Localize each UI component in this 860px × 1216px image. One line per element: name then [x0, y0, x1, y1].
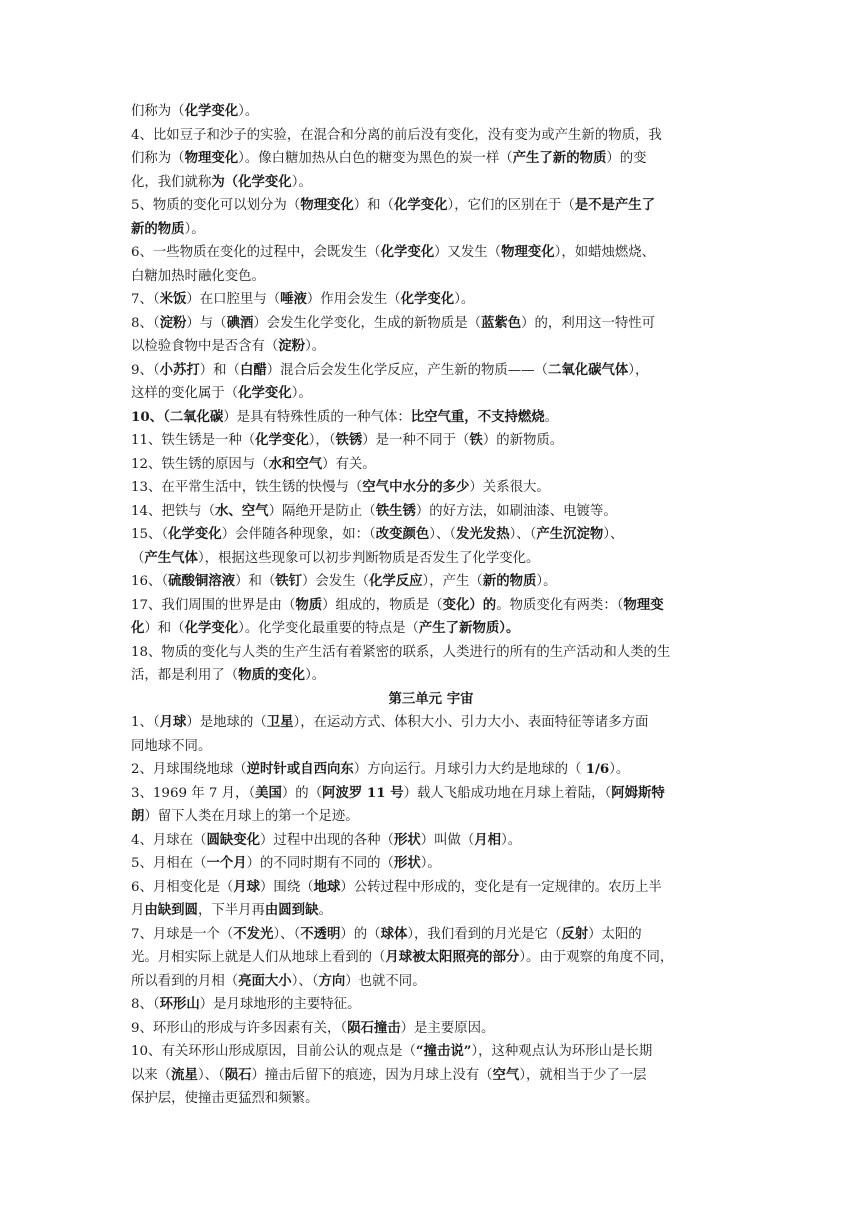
- bold-answer: 水和空气: [268, 455, 323, 472]
- text-segment: ），如蜡烛燃烧、: [554, 245, 656, 260]
- text-line: [131, 429, 731, 453]
- bold-answer: 朗: [131, 808, 145, 824]
- bold-answer: 形状: [393, 855, 421, 871]
- bold-answer: 产生了新的物质: [512, 150, 607, 166]
- bold-answer: 由圆到缺: [264, 902, 319, 918]
- text-segment: ）在口腔里与（: [186, 292, 281, 307]
- bold-answer: 化学变化: [380, 244, 435, 260]
- text-line: [131, 194, 731, 218]
- text-segment: ）作用会发生（: [306, 292, 401, 307]
- text-segment: ）过程中出现的各种（: [260, 832, 394, 848]
- text-segment: ）。像白糖加热从白色的糖变为黑色的炭一样（: [238, 151, 513, 166]
- text-segment: 。: [544, 409, 559, 425]
- text-line: [131, 946, 731, 970]
- text-line: [131, 265, 731, 289]
- text-segment: ）会发生化学变化，生成的新物质是（: [253, 315, 481, 331]
- text-line: [131, 1040, 731, 1064]
- bold-answer: 物理变化: [501, 244, 555, 260]
- text-line: [131, 1064, 731, 1088]
- text-segment: 7、（: [131, 292, 160, 307]
- text-segment: ），它们的区别在于（: [447, 198, 575, 213]
- text-segment: ）和（: [235, 574, 276, 589]
- text-segment: ）的，利用这一特性可: [521, 315, 656, 331]
- bold-answer: 淀粉: [159, 314, 187, 331]
- text-segment: ）是地球的（: [186, 715, 267, 730]
- text-segment: ）。由于观察的角度不同，: [519, 950, 674, 965]
- text-segment: ）的好方法，如刷油漆、电镀等。: [415, 503, 617, 519]
- text-segment: ）、（: [429, 527, 457, 542]
- text-segment: 11、铁生锈是一种（: [131, 433, 256, 448]
- bold-answer: 新的物质: [482, 573, 537, 589]
- bold-answer: 发光发热: [456, 526, 510, 542]
- text-segment: ）。: [501, 832, 522, 848]
- text-line: [131, 547, 731, 571]
- text-segment: 光。月相实际上就是人们从地球上看到的（: [131, 950, 386, 965]
- text-segment: ）围绕（: [260, 879, 314, 895]
- bold-answer: 化: [131, 620, 145, 636]
- text-segment: ）、（: [509, 527, 537, 542]
- bold-answer: 一个月: [206, 855, 247, 871]
- text-line: [131, 500, 731, 524]
- bold-answer: 陨石撞击: [347, 1019, 401, 1036]
- bold-answer: 新的物质: [131, 220, 185, 237]
- bold-answer: 水、空气: [215, 502, 269, 519]
- bold-answer: 由缺到圆: [144, 902, 198, 918]
- bold-answer: “撞击说”: [415, 1043, 472, 1059]
- bold-answer: 比空气重，不支持燃烧: [410, 408, 545, 425]
- text-segment: 5、物质的变化可以划分为（: [131, 198, 301, 213]
- text-segment: 。: [318, 903, 332, 918]
- text-segment: ）隔绝开是防止（: [268, 503, 376, 519]
- bold-answer: 白醋: [239, 361, 267, 378]
- text-segment: 4、比如豆子和沙子的实验，在混合和分离的前后没有变化，没有变为或产生新的物质，我: [131, 127, 662, 143]
- text-line: [131, 782, 731, 806]
- bold-answer: 是不是产生了: [574, 197, 656, 213]
- text-segment: 18、物质的变化与人类的生产生活有着紧密的联系，人类进行的所有的生产活动和人类的生: [131, 644, 671, 660]
- text-line: [131, 171, 731, 195]
- text-line: [131, 100, 731, 124]
- text-line: [131, 758, 731, 782]
- text-segment: 们称为（: [131, 151, 185, 166]
- text-segment: 4、月球在（: [131, 832, 207, 848]
- bold-answer: 产生气体: [144, 549, 198, 566]
- text-segment: ）与（: [186, 315, 227, 331]
- text-line: [131, 476, 731, 500]
- text-segment: ）太阳的: [588, 926, 642, 942]
- text-segment: 17、我们周围的世界是由（: [131, 597, 296, 613]
- text-segment: ）是主要原因。: [400, 1020, 495, 1036]
- text-line: [131, 218, 731, 242]
- text-segment: ）的（: [340, 926, 381, 942]
- text-segment: 9、环形山的形成与许多因素有关，（: [131, 1020, 348, 1036]
- bold-answer: 月球被太阳照亮的部分: [385, 949, 520, 965]
- text-line: [131, 335, 731, 359]
- text-segment: ）又发生（: [434, 245, 502, 260]
- bold-answer: 阿波罗 11 号: [322, 784, 404, 801]
- bold-answer: 逆时针或自西向东: [246, 761, 354, 777]
- bold-answer: 铁: [469, 432, 483, 448]
- text-segment: 所以看到的月相（: [131, 973, 239, 989]
- text-line: [131, 617, 731, 641]
- bold-answer: 碘酒: [226, 314, 254, 331]
- text-segment: 16、（: [131, 574, 169, 589]
- text-segment: ）、: [603, 527, 624, 542]
- text-segment: ），就相当于少了一层: [519, 1067, 647, 1083]
- text-segment: 们称为（: [131, 104, 185, 119]
- bold-answer: 铁钉: [275, 573, 303, 589]
- text-line: [131, 923, 731, 947]
- text-segment: ）和（: [199, 362, 240, 378]
- bold-answer: 环形山: [159, 996, 200, 1012]
- bold-answer: 物理变: [623, 596, 664, 613]
- bold-answer: 淀粉: [278, 338, 306, 354]
- text-segment: ）。: [609, 762, 630, 777]
- text-segment: ）。化学变化最重要的特点是（: [238, 621, 419, 636]
- text-segment: 月: [131, 903, 145, 918]
- bold-answer: 产生沉淀物: [536, 526, 604, 542]
- text-segment: ）。: [184, 221, 205, 237]
- text-line: [131, 241, 731, 265]
- bold-answer: 二氧化碳气体: [547, 361, 629, 378]
- bold-answer: 地球: [313, 878, 341, 895]
- bold-answer: 形状: [393, 831, 421, 848]
- bold-answer: 为（化学变化: [211, 173, 292, 190]
- bold-answer: 反射: [561, 925, 589, 942]
- text-segment: 5、月相在（: [131, 856, 207, 871]
- bold-answer: 铁生锈: [375, 502, 416, 519]
- text-line: [131, 735, 731, 759]
- text-line: [131, 876, 731, 900]
- text-segment: 9、（: [131, 362, 160, 378]
- text-segment: ）叫做（: [420, 832, 475, 848]
- text-segment: 以来（: [131, 1067, 172, 1083]
- text-line: [131, 359, 731, 383]
- text-segment: 15、（: [131, 527, 169, 542]
- text-line: [131, 970, 731, 994]
- bold-answer: 物质的变化: [238, 667, 306, 683]
- text-segment: ，下半月再: [197, 903, 265, 918]
- text-segment: 白糖加热时融化变色。: [131, 268, 265, 284]
- text-segment: ）。: [291, 174, 312, 190]
- bold-answer: 陨石: [224, 1066, 252, 1083]
- bold-answer: 空气: [492, 1066, 520, 1083]
- text-segment: 这样的变化属于（: [131, 386, 239, 401]
- text-segment: ）公转过程中形成的，变化是有一定规律的。农历上半: [340, 879, 662, 895]
- text-segment: ）。: [536, 574, 557, 589]
- bold-answer: 蓝紫色: [480, 314, 522, 331]
- text-segment: ）是一种不同于（: [362, 433, 470, 448]
- bold-answer: 月球: [233, 878, 261, 895]
- text-line: [131, 829, 731, 853]
- text-segment: ）会发生（: [302, 574, 369, 589]
- text-line: [131, 147, 731, 171]
- bold-answer: 1/6: [585, 761, 610, 777]
- text-segment: ），根据这些现象可以初步判断物质是否发生了化学变化。: [197, 550, 540, 566]
- text-segment: 6、月相变化是（: [131, 879, 234, 895]
- text-line: [131, 382, 731, 406]
- text-segment: （: [131, 550, 145, 566]
- bold-answer: 第三单元 宇宙: [388, 690, 474, 707]
- text-line: [131, 453, 731, 477]
- text-line: [131, 664, 731, 688]
- text-segment: 8、（: [131, 997, 160, 1012]
- bold-answer: 卫星: [266, 714, 294, 730]
- text-segment: ）会伴随各种现象，如：（: [221, 527, 376, 542]
- text-segment: ）有关。: [322, 456, 376, 472]
- text-segment: 2、月球围绕地球（: [131, 762, 247, 777]
- text-segment: ）撞击后留下的痕迹，因为月球上没有（: [251, 1067, 493, 1083]
- text-line: [131, 1087, 731, 1111]
- text-segment: ），我们看到的月光是它（: [407, 926, 562, 942]
- bold-answer: 阿姆斯特: [611, 784, 665, 801]
- bold-answer: 月球: [159, 714, 187, 730]
- bold-answer: 化学变化: [400, 291, 455, 307]
- bold-answer: 美国: [255, 784, 282, 801]
- text-segment: 14、把铁与（: [131, 503, 215, 519]
- text-segment: 化，我们就称: [131, 174, 212, 190]
- bold-answer: 月相: [474, 831, 502, 848]
- text-segment: ）的新物质。: [482, 433, 564, 448]
- text-segment: ）、（: [197, 1067, 225, 1083]
- text-line: [131, 711, 731, 735]
- bold-answer: 球体: [380, 925, 408, 942]
- text-segment: 保护层，使撞击更猛烈和频繁。: [131, 1091, 319, 1106]
- text-segment: ）、（: [291, 973, 319, 989]
- text-segment: ）。: [238, 104, 259, 119]
- text-segment: 3、1969 年 7 月，（: [131, 785, 256, 801]
- bold-answer: 不透明: [300, 925, 341, 942]
- bold-answer: 空气中水分的多少: [362, 479, 470, 495]
- text-segment: ），这种观点认为环形山是长期: [471, 1044, 653, 1059]
- text-segment: ）和（: [353, 198, 394, 213]
- bold-answer: 方向: [318, 972, 346, 989]
- text-segment: 7、月球是一个（: [131, 926, 234, 942]
- text-line: [131, 406, 731, 430]
- bold-answer: 小苏打: [159, 361, 200, 378]
- text-segment: ）的变: [606, 151, 647, 166]
- text-segment: ），（: [308, 433, 336, 448]
- text-segment: 8、（: [131, 315, 160, 331]
- text-segment: ）是具有特殊性质的一种气体：: [223, 409, 411, 425]
- text-line: [131, 523, 731, 547]
- text-line: [131, 570, 731, 594]
- document-body: [131, 100, 731, 1111]
- text-segment: ）。: [454, 292, 475, 307]
- bold-answer: 圆缺变化: [206, 831, 261, 848]
- text-segment: 6、一些物质在变化的过程中，会既发生（: [131, 245, 381, 260]
- bold-answer: 化学变化: [184, 103, 239, 119]
- bold-answer: 米饭: [159, 291, 187, 307]
- text-line: [131, 805, 731, 829]
- bold-answer: 物理变化: [300, 197, 354, 213]
- bold-answer: 不发光: [233, 925, 274, 942]
- text-line: [131, 852, 731, 876]
- bold-answer: 化学反应: [368, 573, 423, 589]
- text-line: [131, 594, 731, 618]
- text-segment: 12、铁生锈的原因与（: [131, 456, 269, 472]
- bold-answer: 变化）的: [442, 596, 497, 613]
- text-segment: ）的不同时期有不同的（: [246, 856, 394, 871]
- bold-answer: 物理变化: [184, 150, 239, 166]
- text-line: [131, 899, 731, 923]
- text-line: [131, 1017, 731, 1041]
- text-segment: 同地球不同。: [131, 738, 212, 754]
- text-line: [131, 288, 731, 312]
- text-segment: 13、在平常生活中，铁生锈的快慢与（: [131, 480, 363, 495]
- text-segment: ），在运动方式、体积大小、引力大小、表面特征等诸多方面: [293, 715, 649, 730]
- bold-answer: 流星: [171, 1066, 198, 1083]
- text-segment: ）载人飞船成功地在月球上着陆，（: [403, 785, 612, 801]
- text-segment: ）组成的，物质是（: [322, 597, 443, 613]
- bold-answer: 化学变化: [393, 197, 448, 213]
- bold-answer: 改变颜色: [375, 526, 430, 542]
- section-heading: [131, 688, 731, 712]
- text-segment: ），产生（: [422, 574, 483, 589]
- bold-answer: 化学变化: [255, 432, 309, 448]
- text-line: [131, 641, 731, 665]
- text-line: [131, 312, 731, 336]
- text-segment: ）关系很大。: [469, 480, 550, 495]
- text-segment: 以检验食物中是否含有（: [131, 339, 279, 354]
- text-segment: ），: [628, 362, 649, 378]
- bold-answer: 产生了新物质）。: [418, 620, 520, 636]
- text-segment: ）混合后会发生化学反应，产生新的物质——（: [266, 362, 548, 378]
- text-segment: ）留下人类在月球上的第一个足迹。: [144, 809, 359, 824]
- bold-answer: 10、（二氧化碳: [131, 408, 224, 425]
- text-segment: 活，都是利用了（: [131, 668, 239, 683]
- text-segment: ）。: [305, 339, 326, 354]
- bold-answer: 硫酸铜溶液: [168, 573, 236, 589]
- text-line: [131, 993, 731, 1017]
- text-segment: ）是月球地形的主要特征。: [199, 997, 361, 1012]
- text-line: [131, 124, 731, 148]
- text-segment: ）也就不同。: [345, 973, 426, 989]
- text-segment: ）的（: [281, 785, 323, 801]
- bold-answer: 化学变化: [238, 385, 292, 401]
- text-segment: ）、（: [273, 926, 301, 942]
- bold-answer: 化学变化: [168, 526, 222, 542]
- bold-answer: 唾液: [280, 291, 307, 307]
- bold-answer: 铁锈: [335, 432, 363, 448]
- bold-answer: 化学变化: [184, 620, 239, 636]
- text-segment: 1、（: [131, 715, 160, 730]
- text-segment: ）和（: [144, 621, 185, 636]
- text-segment: ）方向运行。月球引力大约是地球的（: [353, 762, 586, 777]
- bold-answer: 亮面大小: [238, 972, 292, 989]
- text-segment: 。物质变化有两类：（: [496, 597, 624, 613]
- text-segment: ）。: [291, 386, 312, 401]
- text-segment: ）。: [305, 668, 326, 683]
- text-segment: ）。: [420, 856, 441, 871]
- text-segment: 10、有关环形山形成原因，目前公认的观点是（: [131, 1044, 416, 1059]
- bold-answer: 物质: [295, 596, 323, 613]
